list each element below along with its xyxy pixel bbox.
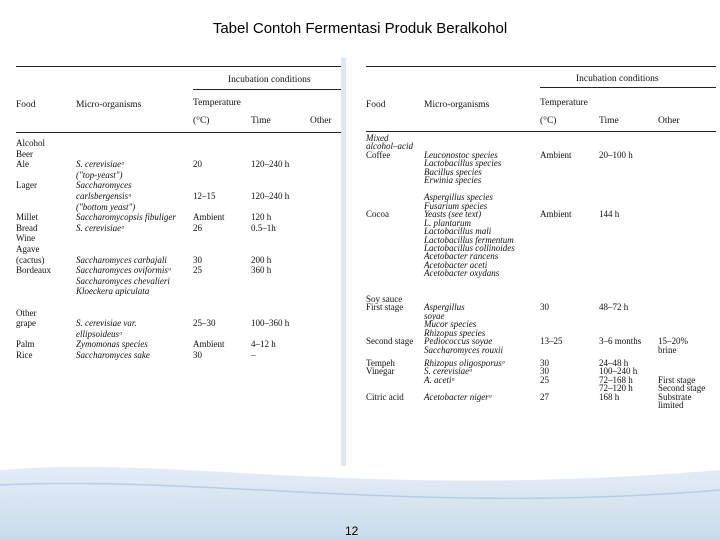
header-micro: Micro-organisms [424,100,490,110]
right-row-6-micro: Aspergillus species [424,192,493,203]
right-row-20-micro: Rhizopus species [424,327,486,338]
right-row-13-micro: Acetobacter rancens [424,251,499,262]
right-row-24-micro: S. cerevisiaeᵃ [424,366,473,377]
right-row-5-micro: Erwinia species [424,175,482,186]
right-row-23-time: 24–48 h [599,357,629,368]
left-row-12-food: Bordeaux [16,265,51,276]
left-row-4-micro: Saccharomyces [76,180,132,191]
right-row-8-temp: Ambient [540,209,572,220]
right-row-27-micro: Acetobacter nigerᵃ [424,391,493,402]
left-row-7-time: 120 h [251,212,272,223]
right-row-9-micro: L. plantarum [424,217,472,228]
left-row-8-temp: 26 [193,222,202,233]
right-row-8-time: 144 h [599,209,620,220]
left-row-17-temp: 25–30 [193,318,216,329]
left-row-7-micro: Saccharomycopsis fibuliger [76,212,176,223]
right-row-27-other: Substrate [658,391,692,402]
left-row-19-temp: Ambient [193,339,225,350]
left-row-14-micro: Kloeckera apiculata [76,286,150,297]
left-row-5-temp: 12–15 [193,191,216,201]
right-row-16-food: Soy sauce [366,293,403,304]
left-row-5-micro: carlsbergensisᵃ [76,191,132,201]
left-row-8-time: 0.5–1h [251,222,276,233]
header-time: Time [599,116,619,126]
left-table-image [10,58,341,466]
right-row-14-micro: Acetobacter aceti [424,259,488,270]
right-row-12-micro: Lactobacillus collinoides [424,242,515,253]
right-row-4-micro: Bacillus species [424,166,482,177]
left-row-5-time: 120–240 h [251,191,290,201]
header-other: Other [658,116,680,126]
header-food: Food [366,100,386,110]
right-row-2-temp: Ambient [540,149,572,160]
right-table-image [346,58,720,466]
right-row-24-temp: 30 [540,366,549,377]
left-row-7-food: Millet [16,212,38,223]
header-temp-unit: (°C) [540,116,557,126]
right-row-17-time: 48–72 h [599,302,629,313]
right-row-10-micro: Lactobacillus mali [424,226,492,237]
left-row-4-food: Lager [16,180,37,191]
right-row-24-time: 100–240 h [599,366,638,377]
left-row-8-micro: S. cerevisiaeᵃ [76,222,125,233]
left-row-2-temp: 20 [193,159,202,170]
left-row-20-micro: Saccharomyces sake [76,350,150,360]
header-incubation: Incubation conditions [228,75,311,85]
header-rule [16,132,341,133]
right-row-2-micro: Leuconostoc species [424,149,498,160]
right-row-28-other: limited [658,399,684,410]
left-row-19-micro: Zymomonas species [76,339,148,350]
right-row-23-micro: Rhizopus oligosporusᵃ [424,357,506,368]
left-row-19-food: Palm [16,339,35,350]
sub-rule [193,89,341,90]
right-row-17-temp: 30 [540,302,549,313]
left-row-16-food: Other [16,307,37,318]
left-row-11-food: (cactus) [16,254,45,265]
right-row-7-micro: Fusarium species [424,200,488,211]
right-row-21-time: 3–6 months [599,336,642,347]
header-incubation: Incubation conditions [576,74,659,84]
right-row-2-food: Coffee [366,149,391,160]
header-temp-unit: (°C) [193,116,210,126]
right-row-2-time: 20–100 h [599,149,633,160]
right-row-19-micro: Mucor species [424,319,477,330]
top-rule [366,66,716,67]
left-row-9-food: Wine [16,233,36,244]
right-row-25-other: First stage [658,374,696,385]
left-row-13-micro: Saccharomyces chevalieri [76,275,170,286]
right-row-18-micro: soyae [424,310,445,321]
right-row-27-temp: 27 [540,391,549,402]
right-row-21-micro: Pediococcus soyae [424,336,493,347]
slide-title: Tabel Contoh Fermentasi Produk Beralkohol [212,20,508,37]
header-temp: Temperature [540,98,588,108]
left-row-2-time: 120–240 h [251,159,290,170]
right-row-27-time: 168 h [599,391,620,402]
header-food: Food [16,100,36,110]
left-row-17-time: 100–360 h [251,318,290,329]
right-row-27-food: Citric acid [366,391,404,402]
right-row-23-food: Tempeh [366,357,395,368]
left-row-11-temp: 30 [193,254,202,265]
left-row-12-micro: Saccharomyces oviformisᵃ [76,265,172,276]
right-row-8-micro: Yeasts (see text) [424,209,482,220]
right-row-26-other: Second stage [658,383,706,394]
left-row-1-food: Beer [16,148,33,159]
right-row-21-temp: 13–25 [540,336,563,347]
right-row-24-food: Vinegar [366,366,395,377]
right-row-17-food: First stage [366,302,404,313]
left-row-11-time: 200 h [251,254,272,265]
left-row-2-micro: S. cerevisiaeᵃ [76,159,125,170]
left-row-12-temp: 25 [193,265,202,276]
right-row-25-time: 72–168 h [599,374,633,385]
right-row-21-other: 15–20% [658,336,688,347]
left-row-3-micro: ("top-yeast") [76,169,123,180]
sub-rule [540,87,716,88]
left-row-12-time: 360 h [251,265,272,276]
right-row-11-micro: Lactobacillus fermentum [424,234,514,245]
header-rule [366,131,716,132]
left-row-20-time: – [251,350,256,360]
left-row-8-food: Bread [16,222,38,233]
left-row-17-micro: S. cerevisiae var. [76,318,137,329]
header-micro: Micro-organisms [76,100,142,110]
page-number: 12 [345,524,359,538]
left-row-2-food: Ale [16,159,29,170]
header-other: Other [310,116,332,126]
right-row-26-time: 72–120 h [599,383,633,394]
left-row-18-micro: ellipsoideusᵃ [76,328,123,339]
left-row-20-temp: 30 [193,350,202,360]
right-row-23-temp: 30 [540,357,549,368]
right-row-3-micro: Lactobacillus species [424,158,502,169]
right-row-0-food: Mixed [366,133,389,143]
left-row-17-food: grape [16,318,36,329]
header-temp: Temperature [193,98,241,108]
top-rule [16,66,341,67]
left-row-19-time: 4–12 h [251,339,276,350]
right-row-25-micro: A. acetiᵃ [424,374,456,385]
left-row-11-micro: Saccharomyces carbajali [76,254,167,265]
right-row-15-micro: Acetobacter oxydans [424,268,500,279]
right-row-22-micro: Saccharomyces rouxii [424,344,504,355]
left-row-6-micro: ("bottom yeast") [76,201,136,212]
right-row-17-micro: Aspergillus [424,302,465,313]
left-row-0-food: Alcohol [16,138,45,148]
left-row-20-food: Rice [16,350,33,360]
right-row-1-food: alcohol–acid [366,141,413,152]
right-row-8-food: Cocoa [366,209,389,220]
left-row-7-temp: Ambient [193,212,225,223]
left-row-10-food: Agave [16,244,40,254]
right-row-21-food: Second stage [366,336,414,347]
right-row-22-other: brine [658,344,677,355]
right-row-25-temp: 25 [540,374,549,385]
header-time: Time [251,116,271,126]
